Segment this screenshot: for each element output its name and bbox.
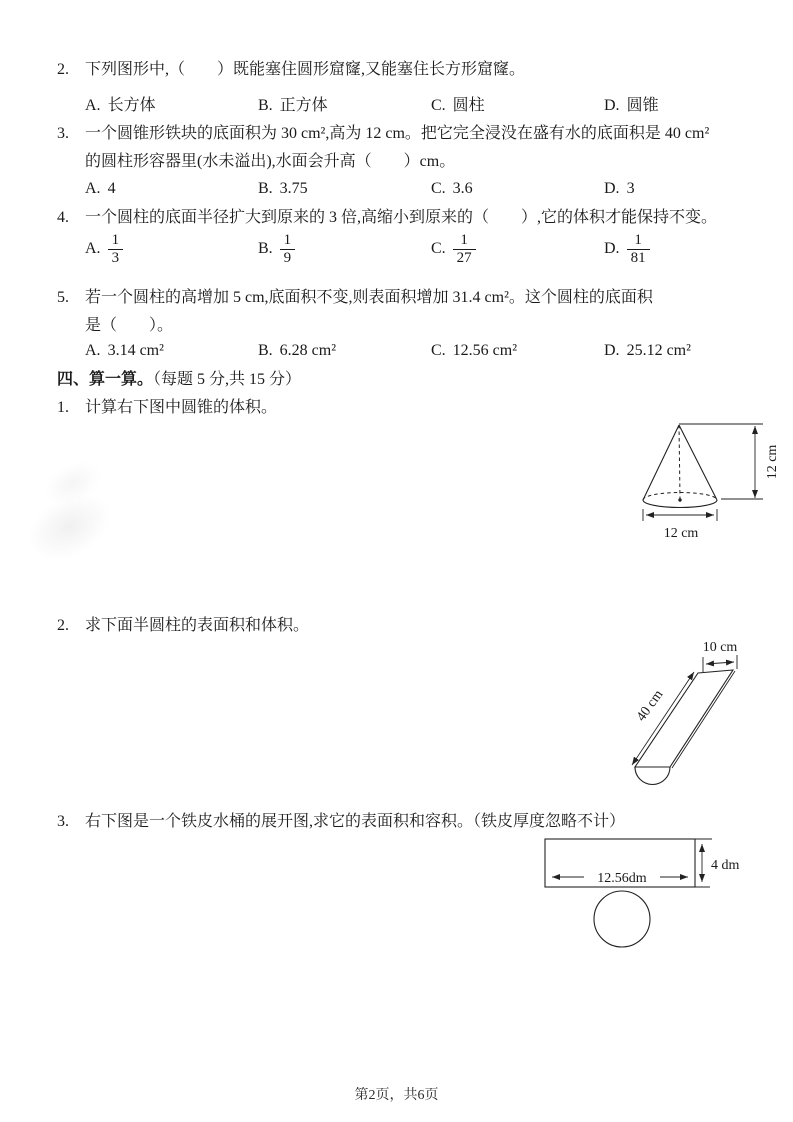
question-3-stem-line2: 的圆柱形容器里(水未溢出),水面会升高（ ）cm。 bbox=[85, 153, 456, 170]
half-cylinder-length-label: 40 cm bbox=[633, 687, 667, 725]
fraction bbox=[627, 232, 650, 266]
question-2-text bbox=[57, 60, 773, 80]
question-2-options bbox=[85, 92, 659, 115]
calc-question-3-number: 3. bbox=[57, 813, 69, 830]
question-5-stem-line2: 是（ ）。 bbox=[85, 317, 174, 334]
half-cylinder-width-label: 10 cm bbox=[702, 640, 738, 655]
question-5-text-line2 bbox=[57, 316, 773, 336]
cone-diagram bbox=[640, 408, 793, 543]
question-4-options bbox=[85, 232, 650, 266]
option-text: 3.6 bbox=[452, 180, 473, 197]
option-label: A. bbox=[85, 180, 101, 197]
half-cylinder-diagram bbox=[598, 638, 793, 798]
option-label: C. bbox=[431, 239, 446, 257]
option-d bbox=[604, 92, 659, 115]
option-text: 25.12 cm² bbox=[626, 342, 691, 359]
option-label: B. bbox=[258, 97, 273, 114]
section-note: （每题 5 分,共 15 分） bbox=[153, 371, 302, 388]
option-b bbox=[258, 180, 431, 198]
option-d bbox=[604, 232, 650, 266]
option-text: 3.75 bbox=[279, 180, 308, 197]
option-text: 4 bbox=[107, 180, 116, 197]
question-3-text-line1 bbox=[57, 124, 773, 144]
question-5-options bbox=[85, 342, 691, 360]
option-label: D. bbox=[604, 239, 620, 257]
option-text: 6.28 cm² bbox=[279, 342, 337, 359]
question-2-number: 2. bbox=[57, 61, 69, 78]
section-title: 四、算一算。 bbox=[57, 371, 154, 388]
option-label: D. bbox=[604, 180, 620, 197]
bucket-net-diagram bbox=[540, 836, 750, 954]
question-3-stem-line1: 一个圆锥形铁块的底面积为 30 cm²,高为 12 cm。把它完全浸没在盛有水的底面积是 40 cm² bbox=[85, 125, 710, 142]
option-text: 圆柱 bbox=[452, 97, 485, 114]
calc-question-2-stem: 求下面半圆柱的表面积和体积。 bbox=[85, 617, 310, 634]
question-4-text bbox=[57, 208, 773, 228]
fraction-denominator: 27 bbox=[456, 249, 472, 266]
option-b bbox=[258, 92, 431, 115]
option-label: A. bbox=[85, 239, 101, 257]
calc-question-1-number: 1. bbox=[57, 399, 69, 416]
page-number: 第2页，共6页 bbox=[354, 1088, 439, 1103]
fraction-denominator: 81 bbox=[630, 249, 646, 266]
fraction-numerator: 1 bbox=[108, 232, 124, 250]
option-label: B. bbox=[258, 239, 273, 257]
calc-question-3-text bbox=[57, 812, 773, 832]
option-c bbox=[431, 232, 604, 266]
fraction-numerator: 1 bbox=[453, 232, 476, 250]
option-text: 3.14 cm² bbox=[107, 342, 164, 359]
calc-question-2-text bbox=[57, 616, 773, 636]
option-c bbox=[431, 180, 604, 198]
cone-diameter-label: 12 cm bbox=[663, 526, 699, 541]
option-label: D. bbox=[604, 97, 620, 114]
fraction-numerator: 1 bbox=[280, 232, 296, 250]
question-5-text-line1 bbox=[57, 288, 773, 308]
option-a bbox=[85, 180, 258, 198]
option-label: C. bbox=[431, 180, 446, 197]
option-label: D. bbox=[604, 342, 620, 359]
question-4-number: 4. bbox=[57, 209, 69, 226]
page-footer bbox=[0, 1084, 793, 1104]
question-3-options bbox=[85, 180, 635, 198]
option-c bbox=[431, 342, 604, 360]
option-label: A. bbox=[85, 97, 101, 114]
fraction bbox=[453, 232, 476, 266]
calc-question-2-number: 2. bbox=[57, 617, 69, 634]
fraction-denominator: 9 bbox=[283, 249, 292, 266]
option-text: 12.56 cm² bbox=[452, 342, 518, 359]
question-3-text-line2 bbox=[57, 152, 773, 172]
option-b bbox=[258, 232, 431, 266]
option-label: A. bbox=[85, 342, 101, 359]
question-5-stem-line1: 若一个圆柱的高增加 5 cm,底面积不变,则表面积增加 31.4 cm²。这个圆柱的底面积 bbox=[85, 289, 653, 306]
question-3-number: 3. bbox=[57, 125, 69, 142]
option-d bbox=[604, 180, 635, 198]
section-header bbox=[57, 370, 773, 390]
fraction-denominator: 3 bbox=[111, 249, 120, 266]
option-a bbox=[85, 92, 258, 115]
option-b bbox=[258, 342, 431, 360]
option-d bbox=[604, 342, 691, 360]
cone-figure bbox=[640, 408, 793, 543]
fraction-numerator: 1 bbox=[627, 232, 650, 250]
question-5-number: 5. bbox=[57, 289, 69, 306]
option-text: 3 bbox=[626, 180, 635, 197]
calc-question-1-stem: 计算右下图中圆锥的体积。 bbox=[85, 399, 278, 416]
half-cylinder-figure bbox=[598, 638, 793, 798]
option-text: 长方体 bbox=[107, 97, 156, 114]
cone-height-label: 12 cm bbox=[765, 444, 780, 480]
calc-question-3-stem: 右下图是一个铁皮水桶的展开图,求它的表面积和容积。 bbox=[85, 813, 474, 830]
option-label: C. bbox=[431, 97, 446, 114]
fraction bbox=[108, 232, 124, 266]
option-label: B. bbox=[258, 342, 273, 359]
option-text: 正方体 bbox=[279, 97, 328, 114]
fraction bbox=[280, 232, 296, 266]
bucket-net-figure bbox=[540, 836, 750, 954]
option-c bbox=[431, 92, 604, 115]
bucket-height-label: 4 dm bbox=[711, 858, 740, 873]
calc-question-3-note: （铁皮厚度忽略不计） bbox=[473, 813, 626, 830]
option-a bbox=[85, 232, 258, 266]
question-2-stem: 下列图形中,（ ）既能塞住圆形窟窿,又能塞住长方形窟窿。 bbox=[85, 61, 526, 78]
scan-artifact bbox=[0, 417, 160, 597]
option-a bbox=[85, 342, 258, 360]
bucket-width-label: 12.56dm bbox=[597, 871, 647, 886]
option-text: 圆锥 bbox=[626, 97, 659, 114]
option-label: B. bbox=[258, 180, 273, 197]
question-4-stem: 一个圆柱的底面半径扩大到原来的 3 倍,高缩小到原来的（ ）,它的体积才能保持不变。 bbox=[85, 209, 718, 226]
option-label: C. bbox=[431, 342, 446, 359]
